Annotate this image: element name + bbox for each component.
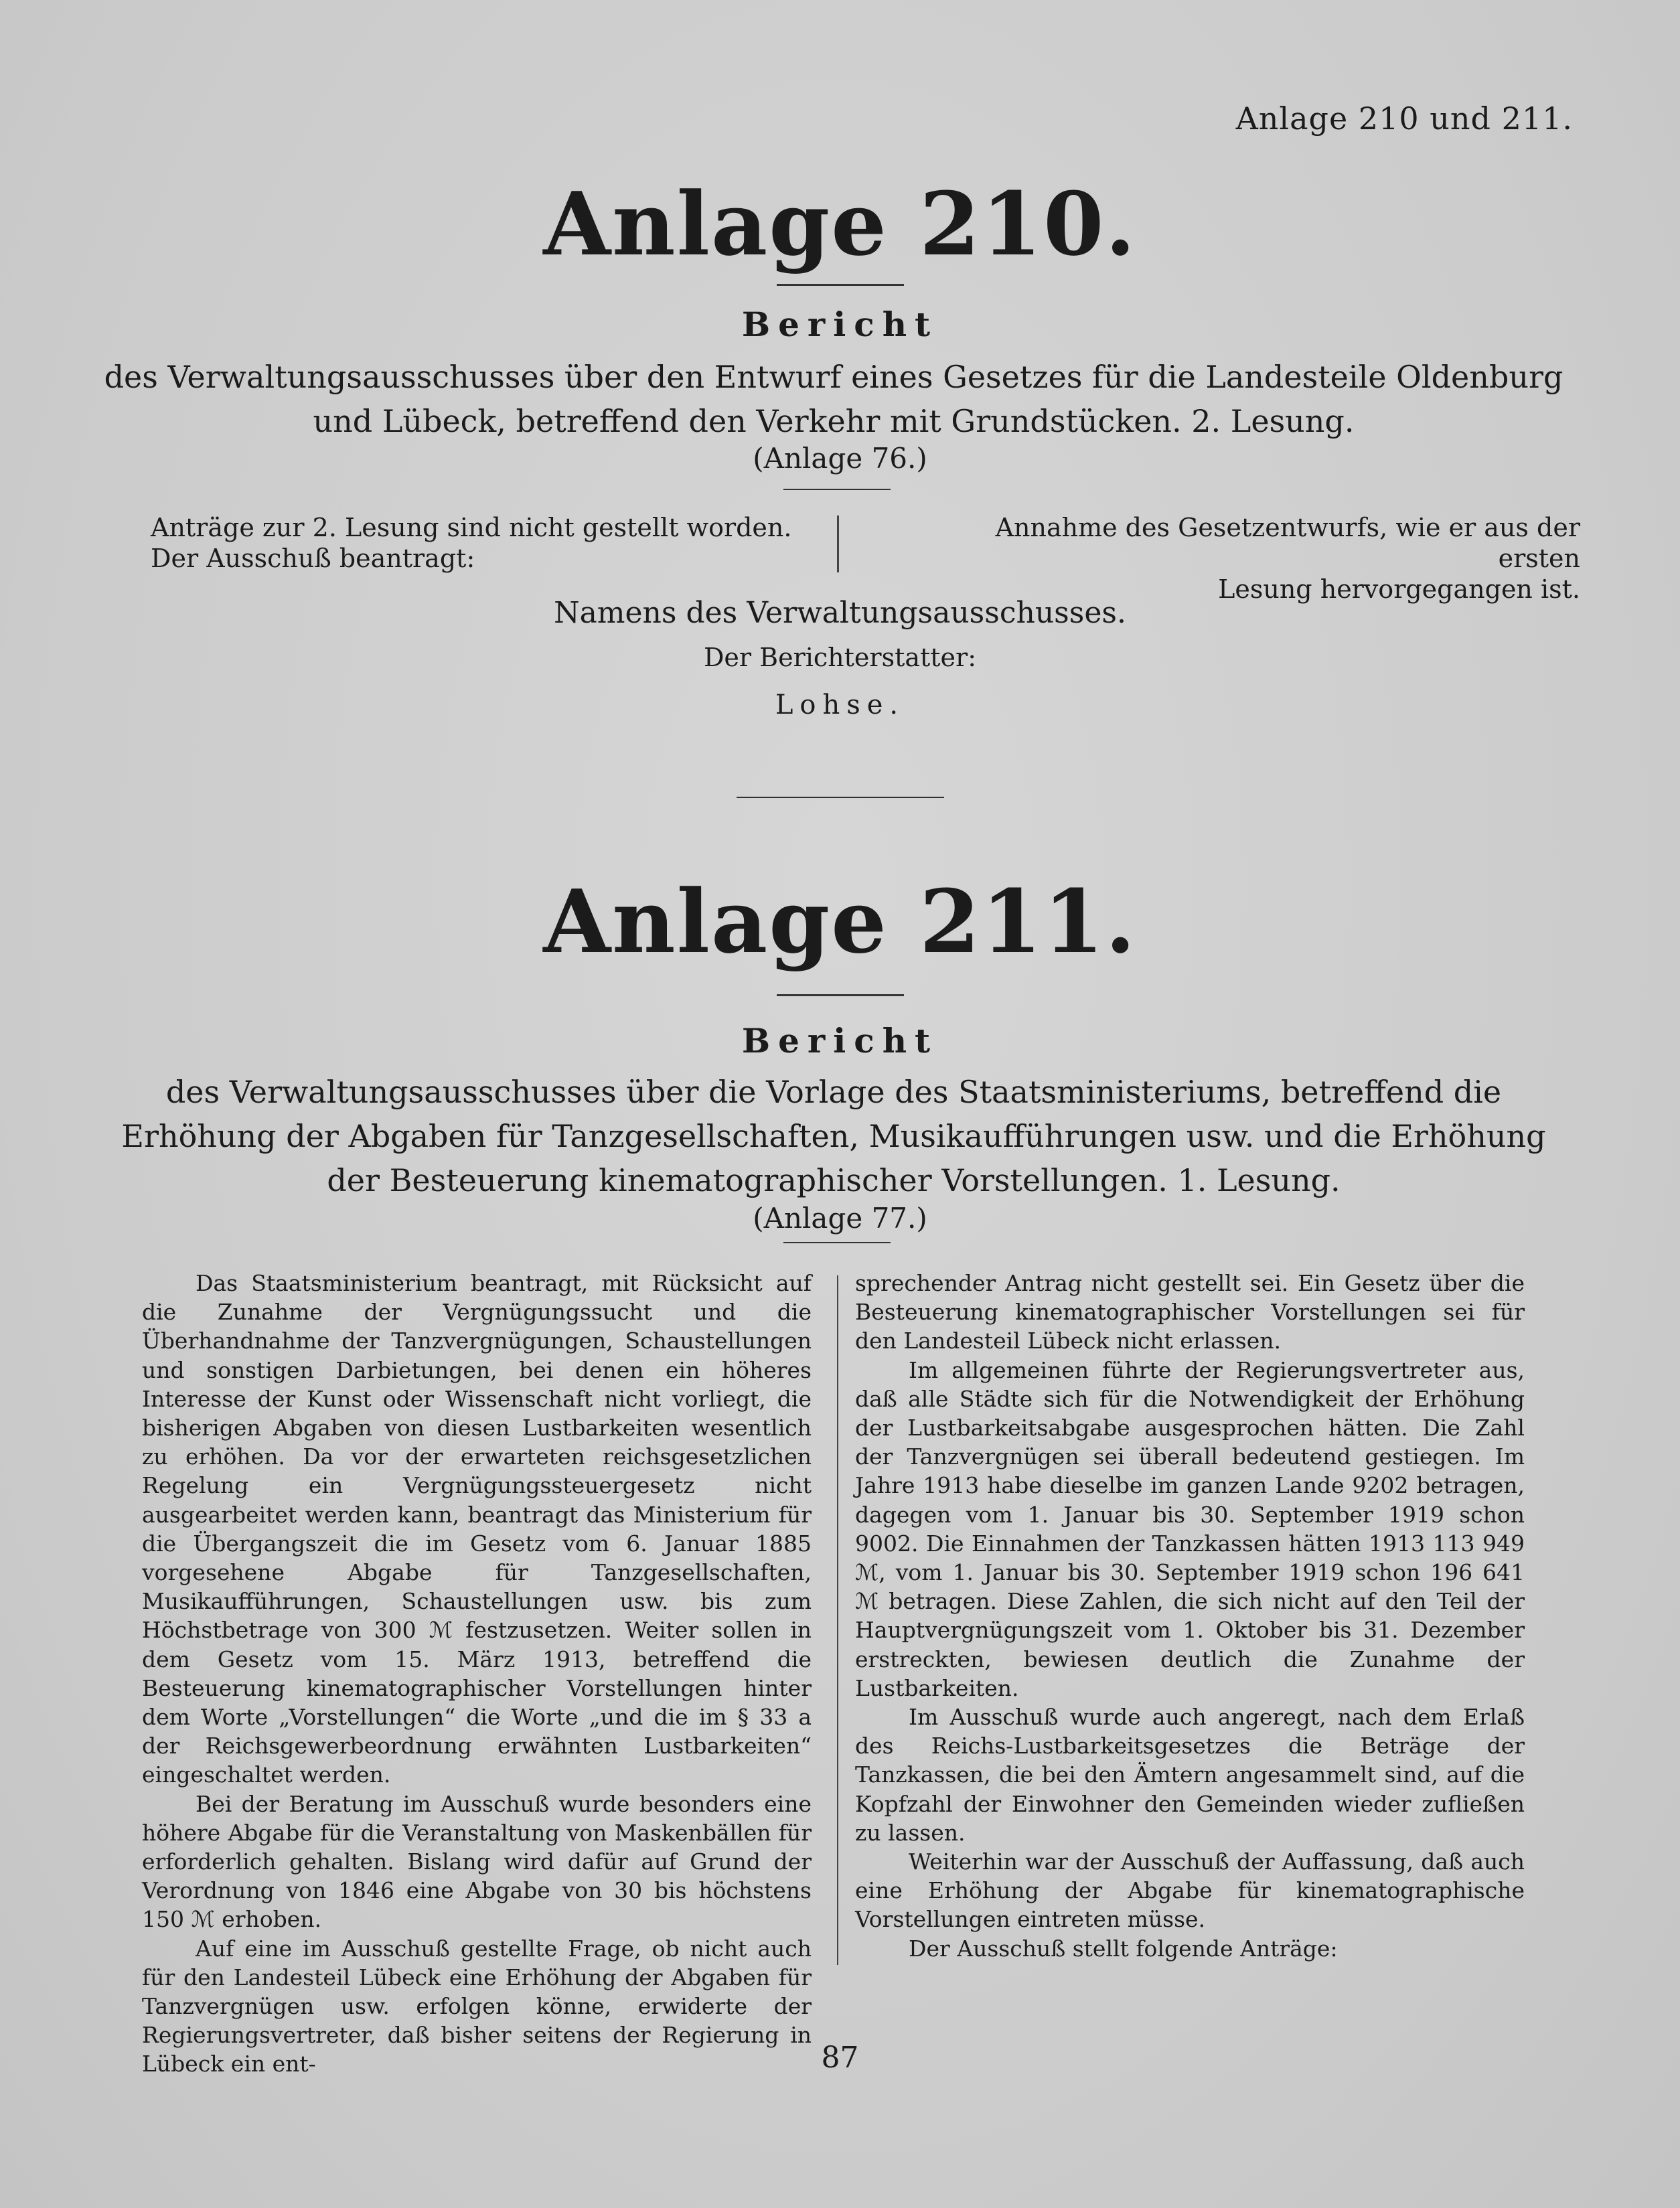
- section-211-bericht: Bericht: [741, 1021, 939, 1060]
- ref-rule: [783, 489, 891, 490]
- body-left-column: [142, 1269, 812, 2079]
- antraege-left: [151, 512, 820, 574]
- beantragt-line: Der Ausschuß beantragt:: [151, 544, 475, 573]
- antraege-line: Anträge zur 2. Lesung sind nicht gestellt worden.: [151, 513, 792, 542]
- section-211-anlage-ref: (Anlage 77.): [753, 1202, 927, 1235]
- section-210-title: Anlage 210.: [543, 173, 1137, 275]
- paragraph: Im allgemeinen führte der Regierungsvertreter aus, daß alle Städte sich für die Notwendigkeit der Erhöhung der Lustbarkeitsabgabe ausgesprochen hätten. Die Zahl der Tanzvergnügen sei überall bedeutend gestiegen. Im Jahre 1913 habe dieselbe im ganzen Lande 9202 betragen, dagegen vom 1. Januar bis 30. September 1919 schon 9002. Die Einnahmen der Tanzkassen hätten 1913 113 949 ℳ, vom 1. Januar bis 30. September 1919 schon 196 641 ℳ betragen. Diese Zahlen, die sich nicht auf den Teil der Hauptvergnügungszeit vom 1. Oktober bis 31. Dezember erstreckten, bewiesen deutlich die Zunahme der Lustbarkeiten.: [855, 1356, 1525, 1701]
- paragraph: Im Ausschuß wurde auch angeregt, nach dem Erlaß des Reichs-Lustbarkeitsgesetzes die Beträge der Tanzkassen, die bei den Ämtern angesammelt sind, auf die Kopfzahl der Einwohner den Gemeinden wieder zufließen zu lassen.: [855, 1704, 1525, 1846]
- signature-name: Lohse.: [775, 690, 905, 720]
- paragraph: Das Staatsministerium beantragt, mit Rücksicht auf die Zunahme der Vergnügungssucht und die Überhandnahme der Tanzvergnügungen, Schaustellungen und sonstigen Darbietungen, bei denen ein höheres Interesse der Kunst oder Wissenschaft nicht vorliegt, die bisherigen Abgaben von diesen Lustbarkeiten wesentlich zu erhöhen. Da vor der erwarteten reichsgesetzlichen Regelung ein Vergnügungssteuergesetz nicht ausgearbeitet werden kann, beantragt das Ministerium für die Übergangszeit die im Gesetz vom 6. Januar 1885 vorgesehene Abgabe für Tanzgesellschaften, Musikaufführungen, Schaustellungen usw. bis zum Höchstbetrage von 300 ℳ festzusetzen. Weiter sollen in dem Gesetz vom 15. März 1913, betreffend die Besteuerung kinematographischer Vorstellungen hinter dem Worte „Vorstellungen“ die Worte „und die im § 33 a der Reichsgewerbeordnung erwähnten Lustbarkeiten“ eingeschaltet werden.: [142, 1270, 812, 1788]
- body-right-column: [855, 1269, 1525, 1963]
- section-210-subtitle: des Verwaltungsausschusses über den Entwurf eines Gesetzes für die Landesteile Oldenburg und Lübeck, betreffend den Verkehr mit Grundstücken. 2. Lesung.: [104, 359, 1563, 439]
- paragraph: Bei der Beratung im Ausschuß wurde besonders eine höhere Abgabe für die Veranstaltung von Maskenbällen für erforderlich gehalten. Bislang wird dafür auf Grund der Verordnung von 1846 eine Abgabe von 30 bis höchstens 150 ℳ erhoben.: [142, 1790, 812, 1933]
- ref-rule: [783, 1242, 891, 1243]
- berichterstatter-line: Der Berichterstatter:: [703, 643, 977, 672]
- paragraph: sprechender Antrag nicht gestellt sei. Ein Gesetz über die Besteuerung kinematographischer Vorstellungen sei für den Landesteil Lübeck nicht erlassen.: [855, 1270, 1525, 1354]
- antraege-right: [924, 512, 1580, 605]
- section-210-anlage-ref: (Anlage 76.): [753, 442, 927, 475]
- namens-line: Namens des Verwaltungsausschusses.: [554, 596, 1126, 630]
- lesung-line: Lesung hervorgegangen ist.: [1218, 574, 1580, 604]
- section-210-bericht: Bericht: [741, 305, 939, 344]
- section-separator: [737, 797, 944, 798]
- page-number: 87: [821, 2041, 859, 2075]
- running-head: Anlage 210 und 211.: [1235, 100, 1573, 137]
- title-rule: [777, 994, 904, 996]
- paragraph: Weiterhin war der Ausschuß der Auffassung, daß auch eine Erhöhung der Abgabe für kinematographische Vorstellungen eintreten müsse.: [855, 1848, 1525, 1933]
- paragraph: Auf eine im Ausschuß gestellte Frage, ob nicht auch für den Landesteil Lübeck eine Erhöhung der Abgaben für Tanzvergnügen usw. erfolgen könne, erwiderte der Regierungsvertreter, daß bisher seitens der Regierung in Lübeck ein ent-: [142, 1935, 812, 2077]
- column-divider: [837, 516, 839, 572]
- column-divider: [837, 1275, 838, 1965]
- section-211-title: Anlage 211.: [543, 870, 1137, 973]
- section-211-subtitle: des Verwaltungsausschusses über die Vorlage des Staatsministeriums, betreffend die Erhöhung der Abgaben für Tanzgesellschaften, Musikaufführungen usw. und die Erhöhung der Besteuerung kinematographischer Vorstellungen. 1. Lesung.: [121, 1074, 1546, 1198]
- title-rule: [777, 284, 904, 286]
- paragraph: Der Ausschuß stellt folgende Anträge:: [909, 1935, 1338, 1962]
- annahme-line: Annahme des Gesetzentwurfs, wie er aus der ersten: [995, 513, 1580, 573]
